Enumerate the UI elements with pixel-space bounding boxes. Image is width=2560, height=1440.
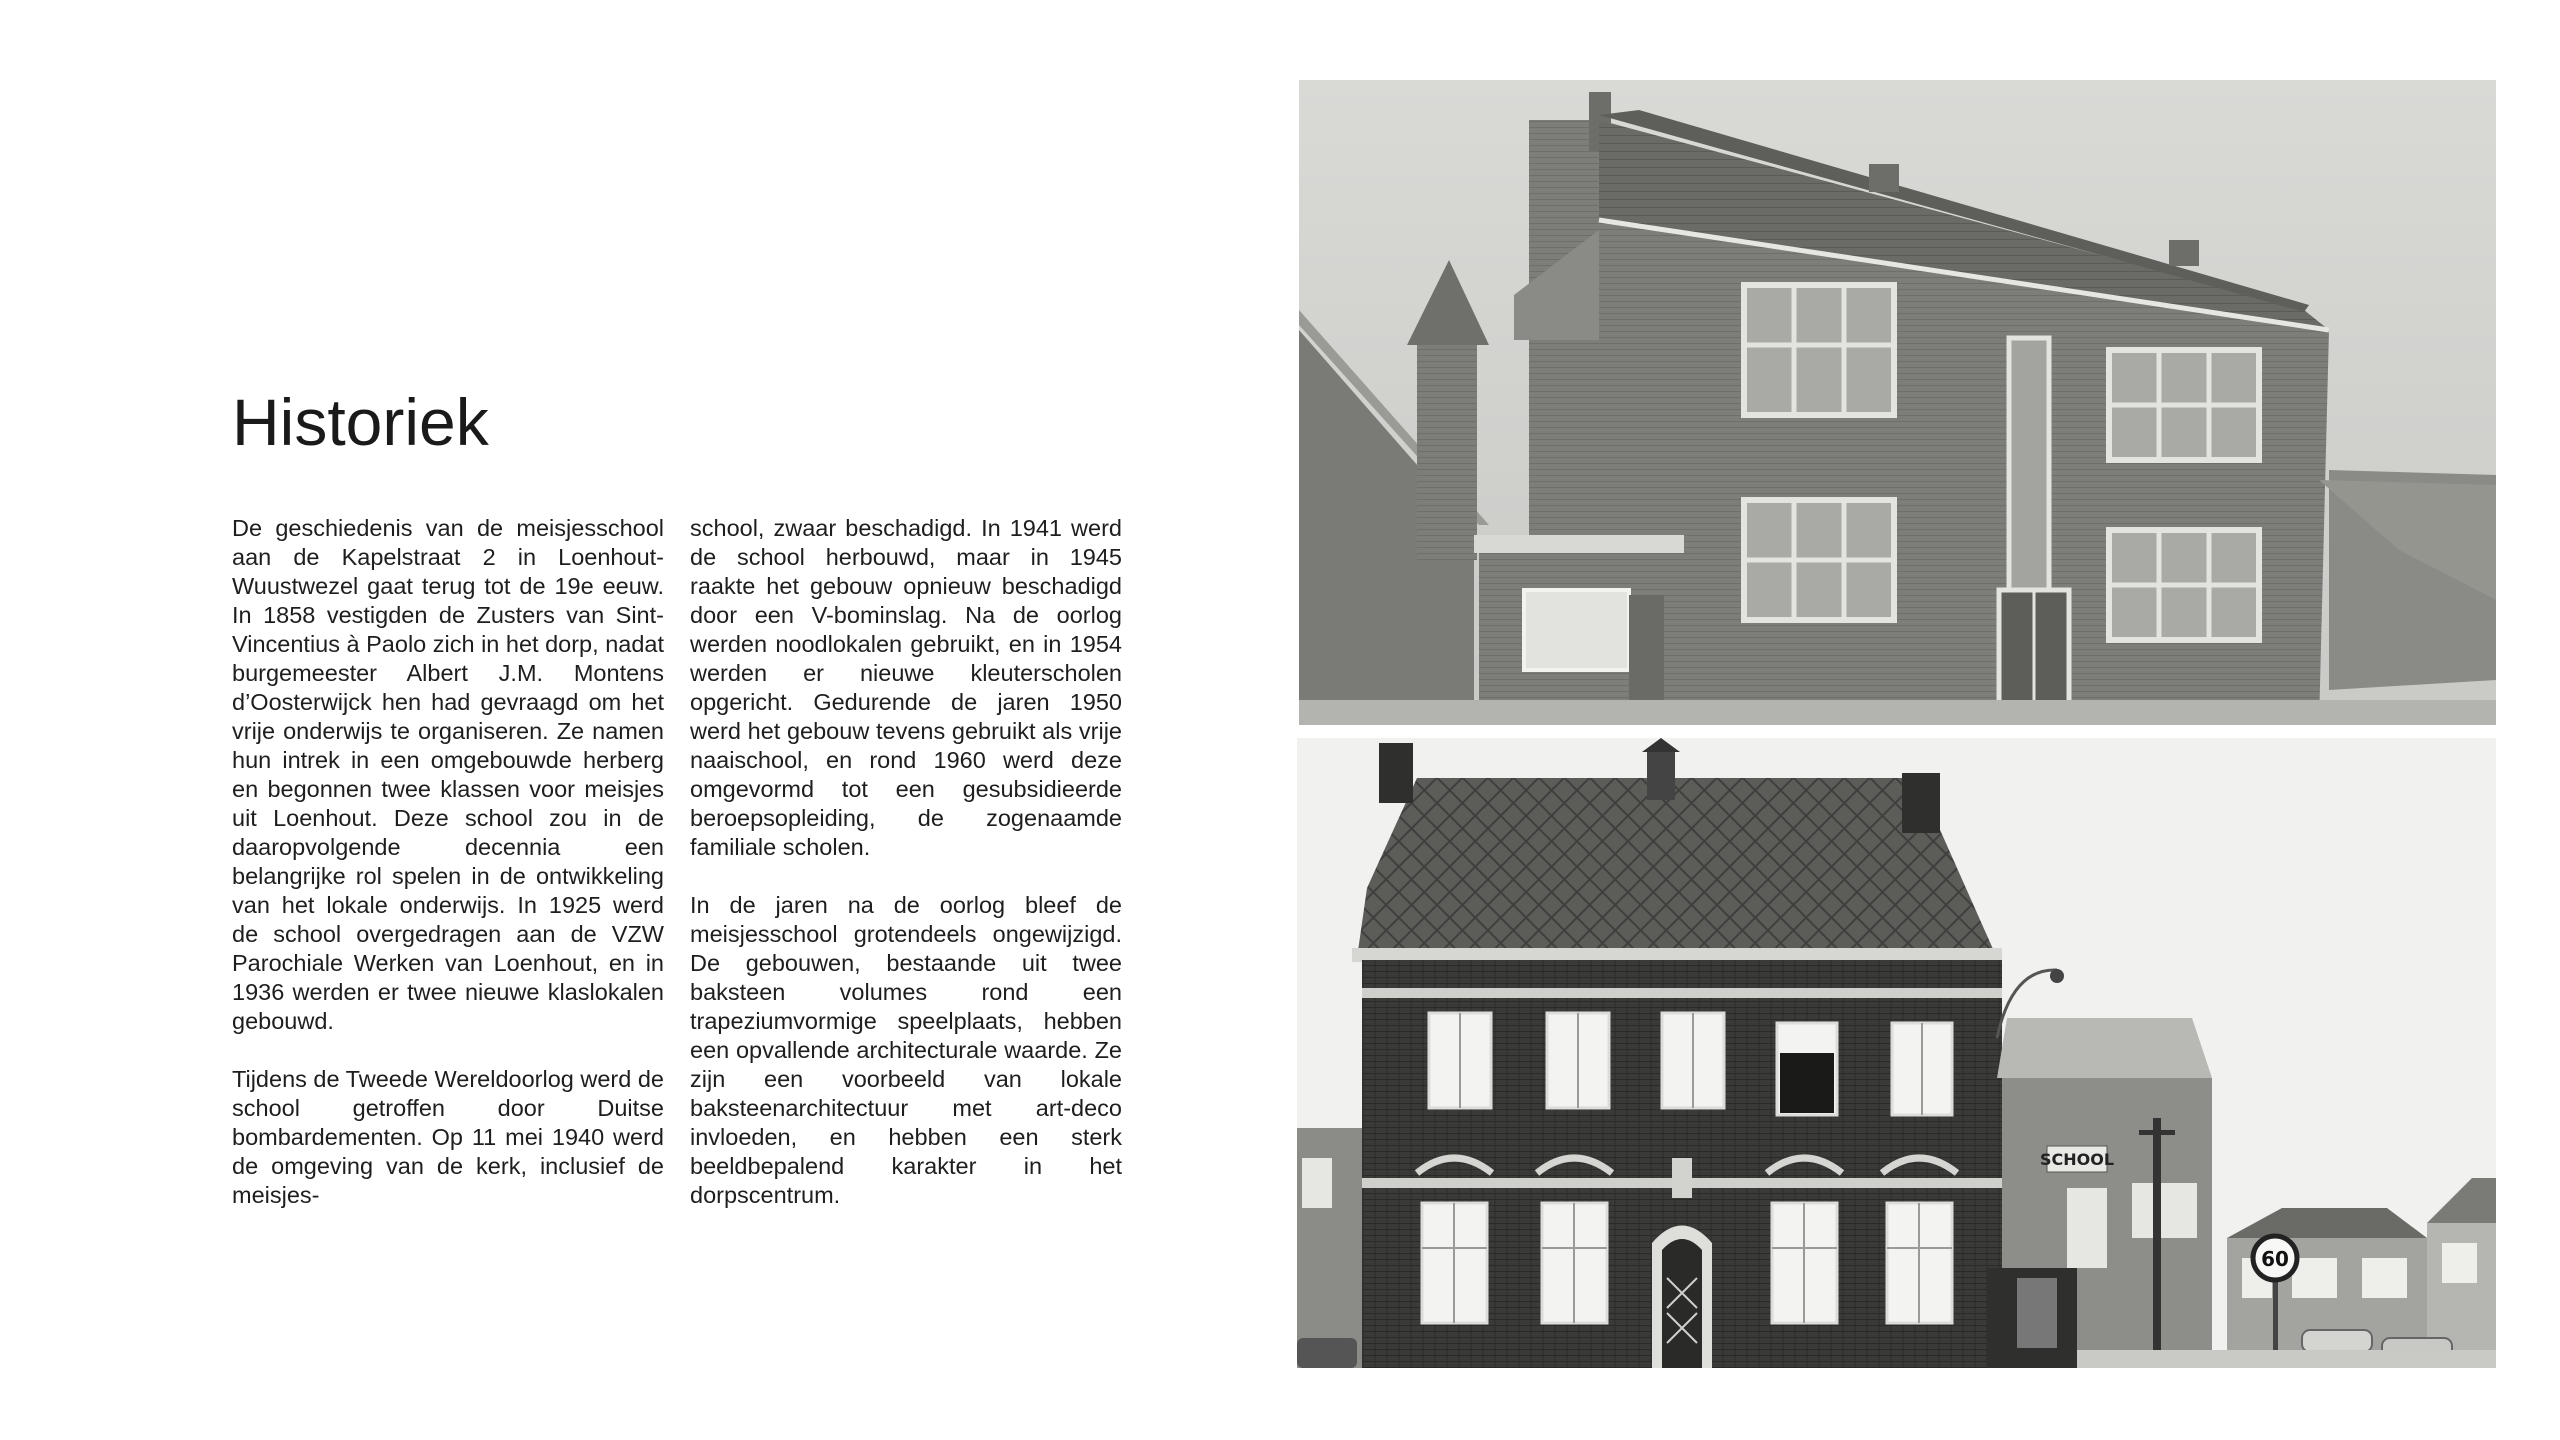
page-title: Historiek [232, 385, 489, 459]
school-sign-text: SCHOOL [2039, 1150, 2115, 1169]
paragraph: De geschiedenis van de meisjesschool aan de Kapelstraat 2 in Loenhout-Wuustwezel gaat terug tot de 19e eeuw. In 1858 vestigden de Zusters van Sint-Vincentius à Paolo zich in het dorp, nadat burgemeester Albert J.M. Montens d’Oosterwijck hen had gevraagd om het vrije onderwijs te organiseren. Ze namen hun intrek in een omgebouwde herberg en begonnen twee klassen voor meisjes uit Loenhout. Deze school zou in de daaropvolgende decennia een belangrijke rol spelen in de ontwikkeling van het lokale onderwijs. In 1925 werd de school overgedragen aan de VZW Parochiale Werken van Loenhout, en in 1936 werden er twee nieuwe klaslokalen gebouwd. [232, 515, 664, 1034]
text-column-left [232, 514, 664, 1239]
paragraph: In de jaren na de oorlog bleef de meisjesschool grotendeels ongewijzigd. De gebouwen, bestaande uit twee baksteen volumes rond een trapeziumvormige speelplaats, hebben een opvallende architecturale waarde. Ze zijn een voorbeeld van lokale baksteenarchitectuur met art-deco invloeden, en hebben een sterk beeldbepalend karakter in het dorpscentrum. [690, 892, 1122, 1208]
paragraph: school, zwaar beschadigd. In 1941 werd de school herbouwd, maar in 1945 raakte het gebouw opnieuw beschadigd door een V-bominslag. Na de oorlog werden noodlokalen gebruikt, en in 1954 werden er nieuwe kleuterscholen opgericht. Gedurende de jaren 1950 werd het gebouw tevens gebruikt als vrije naaischool, en rond 1960 werd deze omgevormd tot een gesubsidieerde beroepsopleiding, de zogenaamde familiale scholen. [690, 515, 1122, 860]
school-street-photo [1297, 738, 2496, 1368]
text-column-right [690, 514, 1122, 1239]
paragraph: Tijdens de Tweede Wereldoorlog werd de school getroffen door Duitse bombardementen. Op 11 mei 1940 werd de omgeving van de kerk, inclusief de meisjes- [232, 1066, 664, 1208]
speed-sign-text: 60 [2261, 1247, 2289, 1271]
school-building-photo [1299, 80, 2496, 725]
